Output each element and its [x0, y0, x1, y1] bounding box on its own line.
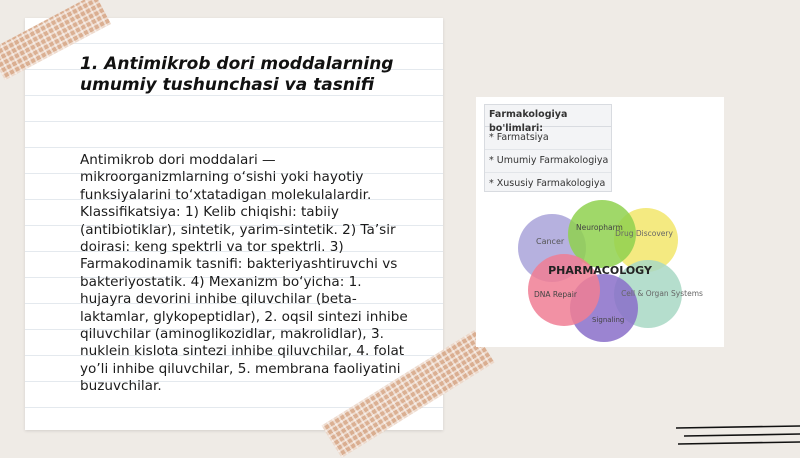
section-item: * Xususiy Farmakologiya — [489, 178, 606, 189]
section-item: * Umumiy Farmakologiya — [485, 150, 611, 173]
slide-title: 1. Antimikrob dori moddalarning umumiy tushunchasi va tasnifi — [80, 54, 394, 95]
pharmacology-venn-diagram — [512, 198, 703, 344]
venn-label-cell-organ: Cell & Organ Systems — [621, 289, 703, 298]
section-item: * Farmatsiya — [485, 127, 611, 150]
venn-label-cancer: Cancer — [536, 237, 565, 246]
venn-label-signaling: Signaling — [592, 316, 625, 324]
venn-center-label: PHARMACOLOGY — [548, 264, 652, 277]
sections-heading: Farmakologiya bo'limlari: — [485, 105, 611, 127]
venn-label-dna-repair: DNA Repair — [534, 290, 577, 299]
venn-label-drug-discovery: Drug Discovery — [615, 229, 673, 238]
venn-label-neuropharm: Neuropharm — [576, 223, 623, 232]
pharmacology-sections-box — [484, 104, 612, 192]
slide-body-text: Antimikrob dori moddalari — mikroorganizmlarning o‘sishi yoki hayotiy funksiyalarini to‘xtatadigan molekulalardir. Klassifikatsiya: 1) Kelib chiqishi: tabiiy (antibiotiklar), sintetik, yarim-sintetik. 2) Ta’sir doirasi: keng spektrli va tor spektrli. 3) Farmakodinamik tasnifi: bakteriyashtiruvchi vs bakteriyostatik. 4) Mexanizm bo‘yicha: 1. hujayra devorini inhibe qiluvchilar (beta-laktamlar, glykopeptidlar), 2. oqsil sintezi inhibe qiluvchilar (aminoglikozidlar, makrolidlar), 3. nuklein kislota sintezi inhibe qiluvchilar, 4. folat yo’li inhibe qiluvchilar, 5. membrana faoliyatini buzuvchilar. — [80, 152, 408, 395]
decorative-lines — [676, 422, 800, 450]
